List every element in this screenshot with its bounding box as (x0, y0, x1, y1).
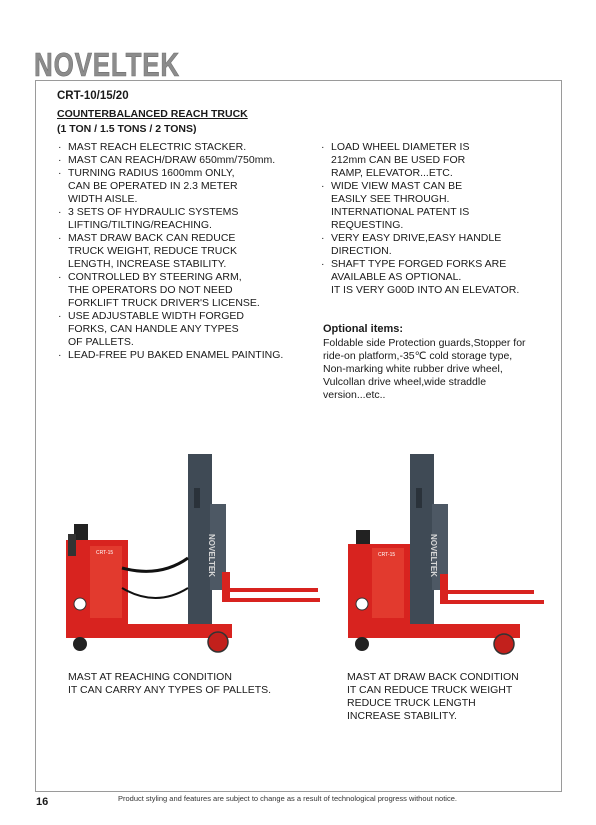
reach-truck-drawback-image (340, 448, 552, 658)
feature-item: · SHAFT TYPE FORGED FORKS ARE AVAILABLE AS OPTIONAL. IT IS VERY G00D INTO AN ELEVATOR. (320, 258, 519, 297)
feature-item: · WIDE VIEW MAST CAN BE EASILY SEE THROUGH. INTERNATIONAL PATENT IS REQUESTING. (320, 180, 519, 232)
feature-item: · VERY EASY DRIVE,EASY HANDLE DIRECTION. (320, 232, 519, 258)
truck-model-label: CRT-15 (96, 550, 114, 556)
optional-items-body: Foldable side Protection guards,Stopper for ride-on platform,-35℃ cold storage type, Non-marking white rubber drive wheel, Vulcollan drive wheel,wide straddle version...etc.. (323, 337, 526, 401)
reach-truck-reaching-image (60, 448, 322, 658)
caption-reaching: MAST AT REACHING CONDITION IT CAN CARRY ANY TYPES OF PALLETS. (68, 671, 272, 696)
mast-brand-text: NOVELTEK (207, 534, 216, 577)
noveltek-logo (34, 46, 184, 82)
feature-item: · CONTROLLED BY STEERING ARM, THE OPERATORS DO NOT NEED FORKLIFT TRUCK DRIVER'S LICENSE. (57, 271, 283, 310)
truck-model-label: CRT-15 (378, 552, 396, 558)
optional-items-title: Optional items: (323, 323, 404, 335)
page-number: 16 (36, 796, 49, 808)
feature-item: · MAST DRAW BACK CAN REDUCE TRUCK WEIGHT, REDUCE TRUCK LENGTH, INCREASE STABILITY. (57, 232, 283, 271)
feature-item: · LOAD WHEEL DIAMETER IS 212mm CAN BE USED FOR RAMP, ELEVATOR...ETC. (320, 141, 519, 180)
feature-item: · MAST REACH ELECTRIC STACKER. (57, 141, 283, 154)
capacity-line: (1 TON / 1.5 TONS / 2 TONS) (57, 123, 197, 135)
features-right-list (320, 141, 519, 297)
feature-item: · 3 SETS OF HYDRAULIC SYSTEMS LIFTING/TILTING/REACHING. (57, 206, 283, 232)
caption-drawback: MAST AT DRAW BACK CONDITION IT CAN REDUCE TRUCK WEIGHT REDUCE TRUCK LENGTH INCREASE STABILITY. (347, 671, 519, 722)
feature-item: · MAST CAN REACH/DRAW 650mm/750mm. (57, 154, 283, 167)
feature-item: · TURNING RADIUS 1600mm ONLY, CAN BE OPERATED IN 2.3 METER WIDTH AISLE. (57, 167, 283, 206)
features-left-list (57, 141, 283, 362)
feature-item: · USE ADJUSTABLE WIDTH FORGED FORKS, CAN HANDLE ANY TYPES OF PALLETS. (57, 310, 283, 349)
model-number: CRT-10/15/20 (57, 90, 129, 102)
logo-text: NOVELTEK (34, 46, 180, 83)
mast-brand-text: NOVELTEK (429, 534, 438, 577)
product-subtitle: COUNTERBALANCED REACH TRUCK (57, 108, 248, 120)
feature-item: · LEAD-FREE PU BAKED ENAMEL PAINTING. (57, 349, 283, 362)
footer-disclaimer: Product styling and features are subject to change as a result of technological progress without notice. (118, 794, 457, 803)
